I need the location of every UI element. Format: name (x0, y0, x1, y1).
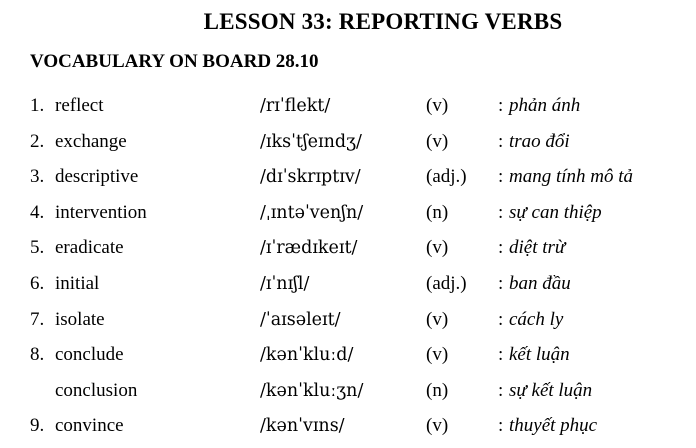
meaning: sự kết luận (509, 379, 593, 401)
vocab-item (0, 412, 696, 448)
phonetic-transcription: /ɪksˈtʃeɪndʒ/ (260, 131, 362, 152)
meaning: diệt trừ (509, 237, 566, 259)
vocab-item (0, 234, 696, 270)
phonetic-transcription: /kənˈkluːd/ (260, 345, 354, 366)
separator: : (498, 379, 504, 401)
item-number: 9. (30, 415, 45, 437)
vocab-item (0, 270, 696, 306)
part-of-speech: (adj.) (426, 166, 467, 188)
phonetic-transcription: /ˈaɪsəleɪt/ (260, 309, 341, 330)
section-heading: VOCABULARY ON BOARD 28.10 (30, 51, 319, 72)
vocab-word: descriptive (55, 166, 139, 188)
separator: : (498, 415, 504, 437)
part-of-speech: (n) (426, 201, 449, 223)
vocabulary-list (0, 92, 696, 448)
meaning: mang tính mô tả (509, 166, 634, 188)
part-of-speech: (v) (426, 308, 449, 330)
vocab-word: reflect (55, 95, 104, 116)
separator: : (498, 201, 504, 223)
vocab-item (0, 128, 696, 164)
meaning: kết luận (509, 344, 570, 366)
meaning: sự can thiệp (509, 201, 602, 223)
part-of-speech: (v) (426, 130, 449, 152)
meaning: ban đầu (509, 272, 571, 294)
phonetic-transcription: /kənˈvɪns/ (260, 416, 345, 437)
phonetic-transcription: /ɪˈnɪʃl/ (260, 273, 310, 294)
vocab-item (0, 92, 696, 128)
phonetic-transcription: /rɪˈflekt/ (260, 96, 331, 116)
part-of-speech: (v) (426, 95, 449, 116)
vocab-word: isolate (55, 308, 105, 330)
vocab-item (0, 199, 696, 235)
separator: : (498, 130, 504, 152)
vocab-word: conclude (55, 344, 124, 366)
vocab-word: initial (55, 272, 100, 294)
item-number: 5. (30, 237, 45, 259)
separator: : (498, 272, 504, 294)
phonetic-transcription: /ɪˈrædɪkeɪt/ (260, 238, 358, 259)
vocab-item (0, 163, 696, 199)
item-number: 6. (30, 272, 45, 294)
vocab-item (0, 377, 696, 413)
meaning: phản ánh (509, 95, 581, 116)
vocab-item (0, 306, 696, 342)
part-of-speech: (n) (426, 379, 449, 401)
item-number: 8. (30, 344, 45, 366)
part-of-speech: (v) (426, 344, 449, 366)
phonetic-transcription: /ˌɪntəˈvenʃn/ (260, 202, 364, 223)
vocab-item (0, 341, 696, 377)
meaning: cách ly (509, 308, 564, 330)
part-of-speech: (adj.) (426, 272, 467, 294)
meaning: thuyết phục (509, 415, 598, 437)
vocab-word: intervention (55, 201, 147, 223)
item-number: 2. (30, 130, 45, 152)
vocab-word: convince (55, 415, 124, 437)
separator: : (498, 166, 504, 188)
item-number: 3. (30, 166, 45, 188)
phonetic-transcription: /dɪˈskrɪptɪv/ (260, 167, 361, 188)
vocab-word: exchange (55, 130, 127, 152)
vocab-word: eradicate (55, 237, 124, 259)
separator: : (498, 95, 504, 116)
meaning: trao đổi (509, 130, 570, 152)
separator: : (498, 237, 504, 259)
separator: : (498, 308, 504, 330)
vocab-word: conclusion (55, 379, 138, 401)
item-number: 4. (30, 201, 45, 223)
phonetic-transcription: /kənˈkluːʒn/ (260, 380, 364, 401)
page-title: LESSON 33: REPORTING VERBS (203, 9, 563, 34)
item-number: 7. (30, 308, 45, 330)
part-of-speech: (v) (426, 415, 449, 437)
part-of-speech: (v) (426, 237, 449, 259)
separator: : (498, 344, 504, 366)
item-number: 1. (30, 95, 45, 116)
